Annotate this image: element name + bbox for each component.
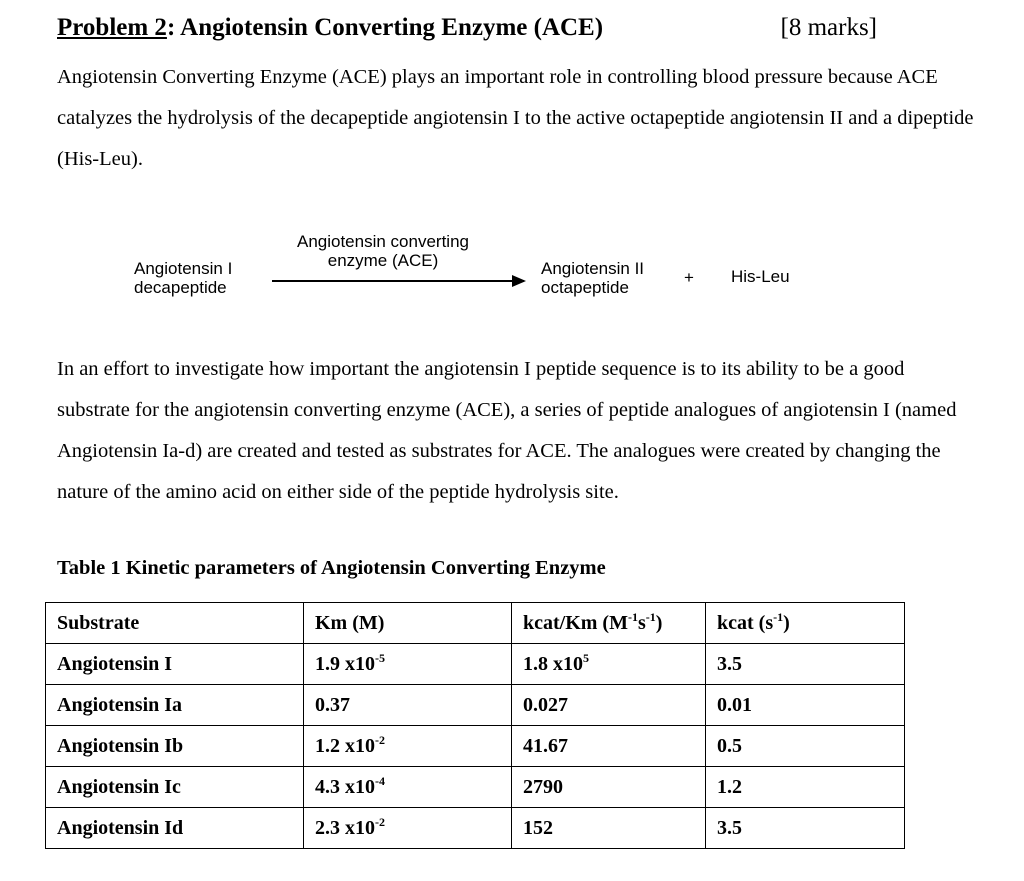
- table-row: [46, 767, 905, 808]
- table-row: [46, 685, 905, 726]
- cell-km: 1.9 $x10^{-5}$: [304, 644, 512, 685]
- cell-kcat: 0.5: [706, 726, 905, 767]
- table-caption: Table 1 Kinetic parameters of Angiotensin Converting Enzyme: [57, 557, 606, 579]
- cell-substrate: Angiotensin Ib: [46, 726, 304, 767]
- cell-kcat-km: 152: [512, 808, 706, 849]
- product-name: Angiotensin II: [541, 259, 645, 278]
- problem-label: Problem 2: [57, 14, 167, 41]
- cell-km: 4.3 $x10^{-4}$: [304, 767, 512, 808]
- problem-marks: [8 marks]: [780, 14, 877, 41]
- header-substrate: Substrate: [46, 603, 304, 644]
- reactant-type: decapeptide: [134, 278, 227, 297]
- problem-heading: [57, 14, 877, 54]
- cell-substrate: Angiotensin Ia: [46, 685, 304, 726]
- cell-km: 1.2 $x10^{-2}$: [304, 726, 512, 767]
- plus-sign: +: [684, 268, 694, 287]
- table-row: [46, 644, 905, 685]
- header-km: Km (M): [304, 603, 512, 644]
- header-kcat: kcat $(s^{-1})$: [706, 603, 905, 644]
- cell-kcat: 3.5: [706, 808, 905, 849]
- reactant-label: [134, 259, 232, 297]
- cell-kcat: 1.2: [706, 767, 905, 808]
- table-row: [46, 726, 905, 767]
- reactant-name: Angiotensin I: [134, 259, 233, 278]
- body-paragraph: In an effort to investigate how important the angiotensin I peptide sequence is to its ability to be a good substrate for the angiotensin converting enzyme (ACE), a series of peptide analogues of angiotensin I (named Angiotensin Ia-d) are created and tested as substrates for ACE. The analogues were created by changing the nature of the amino acid on either side of the peptide hydrolysis site.: [57, 358, 957, 503]
- table-row: [46, 808, 905, 849]
- reaction-arrow: [272, 280, 524, 282]
- cell-km: 2.3 $x10^{-2}$: [304, 808, 512, 849]
- product-label: [541, 259, 644, 297]
- cell-kcat-km: 41.67: [512, 726, 706, 767]
- cell-km: 0.37: [304, 685, 512, 726]
- enzyme-name-line1: Angiotensin converting: [296, 232, 469, 251]
- table-header-row: [46, 603, 905, 644]
- cell-kcat: 0.01: [706, 685, 905, 726]
- cell-kcat-km: 0.027: [512, 685, 706, 726]
- problem-title: : Angiotensin Converting Enzyme (ACE): [166, 14, 604, 41]
- cell-substrate: Angiotensin Id: [46, 808, 304, 849]
- cell-kcat-km: 1.8 $x10^5$: [512, 644, 706, 685]
- enzyme-name-line2: enzyme (ACE): [327, 251, 439, 270]
- cell-substrate: Angiotensin I: [46, 644, 304, 685]
- dipeptide-label: His-Leu: [731, 267, 790, 286]
- reaction-arrowhead: [512, 275, 526, 287]
- cell-substrate: Angiotensin Ic: [46, 767, 304, 808]
- kinetics-table: [45, 602, 905, 849]
- enzyme-label: [272, 232, 494, 270]
- cell-kcat: 3.5: [706, 644, 905, 685]
- intro-paragraph: Angiotensin Converting Enzyme (ACE) plays an important role in controlling blood pressure because ACE catalyzes the hydrolysis of the decapeptide angiotensin I to the active octapeptide angiotensin II and a dipeptide (His-Leu).: [57, 66, 974, 170]
- header-kcat-km: kcat/Km $(M^{-1}s^{-1})$: [512, 603, 706, 644]
- cell-kcat-km: 2790: [512, 767, 706, 808]
- product-type: octapeptide: [541, 278, 629, 297]
